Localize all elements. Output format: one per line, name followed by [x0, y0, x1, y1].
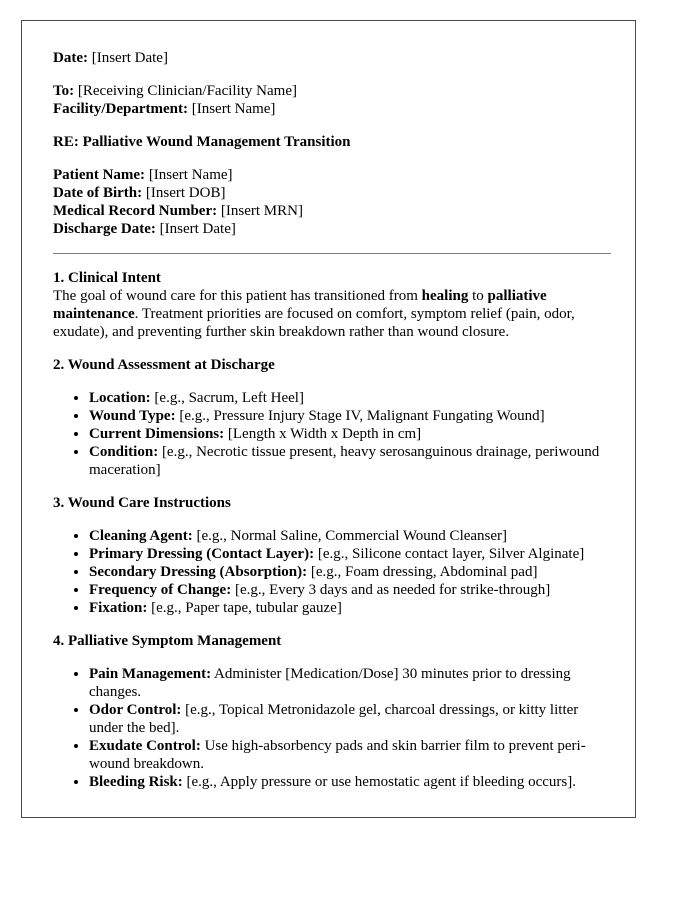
list-item: • Condition: [e.g., Necrotic tissue present, heavy serosanguinous drainage, periwound maceration]: [89, 443, 611, 479]
date-block: [53, 49, 611, 67]
recipient-block: [53, 82, 611, 118]
letter-page: [21, 20, 636, 818]
list-item: • Pain Management: Administer [Medication/Dose] 30 minutes prior to dressing changes.: [89, 665, 611, 701]
section-title-palliative-symptom-management: 4. Palliative Symptom Management: [53, 633, 282, 649]
section-title-clinical-intent: 1. Clinical Intent: [53, 270, 161, 286]
section-title-wound-care-instructions: 3. Wound Care Instructions: [53, 495, 231, 511]
facility-line: Facility/Department: [Insert Name]: [53, 101, 276, 117]
patient-name-line: Patient Name: [Insert Name]: [53, 167, 233, 183]
to-line: To: [Receiving Clinician/Facility Name]: [53, 83, 297, 99]
list-item: • Location: [e.g., Sacrum, Left Heel]: [89, 389, 611, 407]
subject-block: [53, 133, 611, 151]
section-title-wound-assessment: 2. Wound Assessment at Discharge: [53, 357, 275, 373]
list-item: • Secondary Dressing (Absorption): [e.g., Foam dressing, Abdominal pad]: [89, 563, 611, 581]
list-item: • Primary Dressing (Contact Layer): [e.g., Silicone contact layer, Silver Alginate]: [89, 545, 611, 563]
date-line: Date: [Insert Date]: [53, 50, 168, 66]
list-item: • Current Dimensions: [Length x Width x Depth in cm]: [89, 425, 611, 443]
re-line: RE: Palliative Wound Management Transition: [53, 134, 351, 150]
patient-block: [53, 166, 611, 238]
list-item: • Bleeding Risk: [e.g., Apply pressure or use hemostatic agent if bleeding occurs].: [89, 773, 611, 791]
palliative-symptom-management-list: [53, 665, 611, 791]
list-item: • Frequency of Change: [e.g., Every 3 days and as needed for strike-through]: [89, 581, 611, 599]
letter-content: [22, 21, 635, 818]
list-item: • Odor Control: [e.g., Topical Metronidazole gel, charcoal dressings, or kitty litter under the bed].: [89, 701, 611, 737]
list-item: • Fixation: [e.g., Paper tape, tubular gauze]: [89, 599, 611, 617]
date-of-birth-line: Date of Birth: [Insert DOB]: [53, 185, 226, 201]
divider: [53, 253, 611, 254]
clinical-intent-paragraph: The goal of wound care for this patient has transitioned from healing to palliative maintenance. Treatment priorities are focused on comfort, symptom relief (pain, odor, exudate), and preventing further skin breakdown rather than wound closure.: [53, 288, 575, 340]
list-item: • Cleaning Agent: [e.g., Normal Saline, Commercial Wound Cleanser]: [89, 527, 611, 545]
list-item: • Wound Type: [e.g., Pressure Injury Stage IV, Malignant Fungating Wound]: [89, 407, 611, 425]
wound-assessment-list: [53, 389, 611, 479]
discharge-date-line: Discharge Date: [Insert Date]: [53, 221, 236, 237]
wound-care-instructions-list: [53, 527, 611, 617]
list-item: • Exudate Control: Use high-absorbency pads and skin barrier film to prevent peri-wound breakdown.: [89, 737, 611, 773]
medical-record-number-line: Medical Record Number: [Insert MRN]: [53, 203, 303, 219]
